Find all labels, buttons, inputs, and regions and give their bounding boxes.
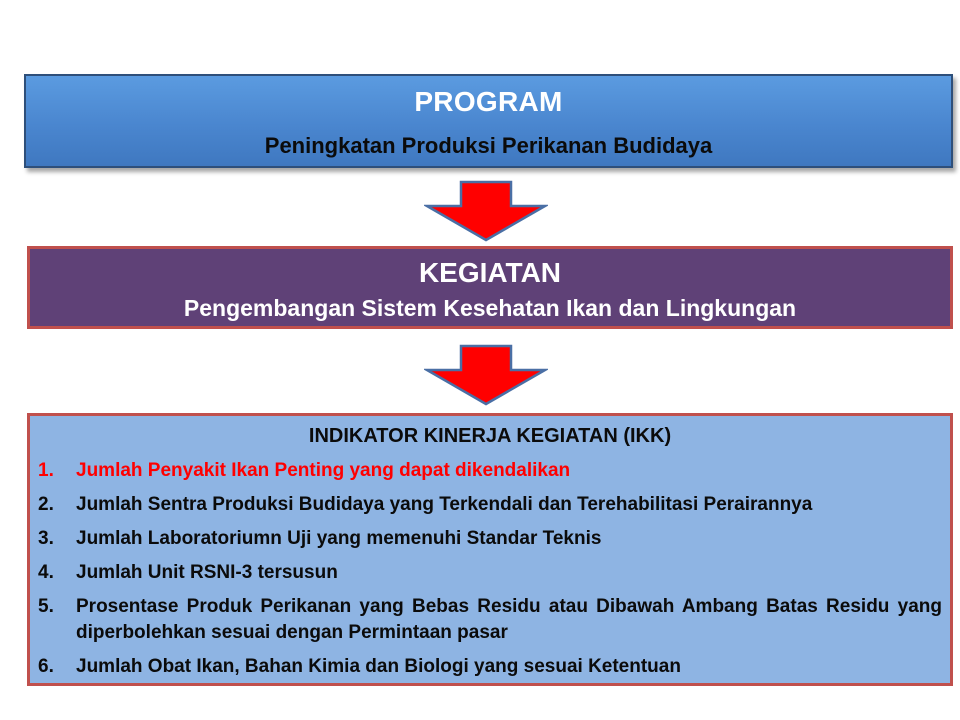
down-arrow-icon bbox=[424, 180, 548, 242]
list-item-text: Jumlah Laboratoriumn Uji yang memenuhi Standar Teknis bbox=[76, 528, 602, 549]
list-item-number: 4. bbox=[38, 562, 54, 583]
list-item-number: 3. bbox=[38, 528, 54, 549]
program-box bbox=[24, 74, 953, 168]
list-item-number: 5. bbox=[38, 596, 54, 617]
list-item bbox=[38, 560, 942, 586]
down-arrow-icon bbox=[424, 344, 548, 406]
ikk-box bbox=[27, 413, 953, 686]
list-item bbox=[38, 526, 942, 552]
kegiatan-subtitle: Pengembangan Sistem Kesehatan Ikan dan Lingkungan bbox=[183, 295, 797, 321]
list-item-number: 2. bbox=[38, 494, 54, 515]
program-subtitle: Peningkatan Produksi Perikanan Budidaya bbox=[264, 133, 713, 158]
list-item bbox=[38, 458, 942, 484]
ikk-title: INDIKATOR KINERJA KEGIATAN (IKK) bbox=[308, 425, 672, 447]
program-title: PROGRAM bbox=[414, 86, 563, 117]
kegiatan-title: KEGIATAN bbox=[418, 257, 562, 288]
kegiatan-box bbox=[27, 246, 953, 329]
list-item-text: Jumlah Sentra Produksi Budidaya yang Terkendali dan Terehabilitasi Perairannya bbox=[76, 494, 813, 515]
list-item-text: Prosentase Produk Perikanan yang Bebas Residu atau Dibawah Ambang Batas Residu yang diperbolehkan sesuai dengan Permintaan pasar bbox=[76, 596, 942, 643]
list-item bbox=[38, 594, 942, 646]
list-item-number: 6. bbox=[38, 656, 54, 677]
list-item-text: Jumlah Obat Ikan, Bahan Kimia dan Biologi yang sesuai Ketentuan bbox=[76, 656, 681, 677]
list-item bbox=[38, 492, 942, 518]
list-item-text: Jumlah Penyakit Ikan Penting yang dapat dikendalikan bbox=[76, 460, 571, 481]
list-item-text: Jumlah Unit RSNI-3 tersusun bbox=[76, 562, 338, 583]
list-item-number: 1. bbox=[38, 460, 54, 481]
list-item bbox=[38, 654, 942, 680]
